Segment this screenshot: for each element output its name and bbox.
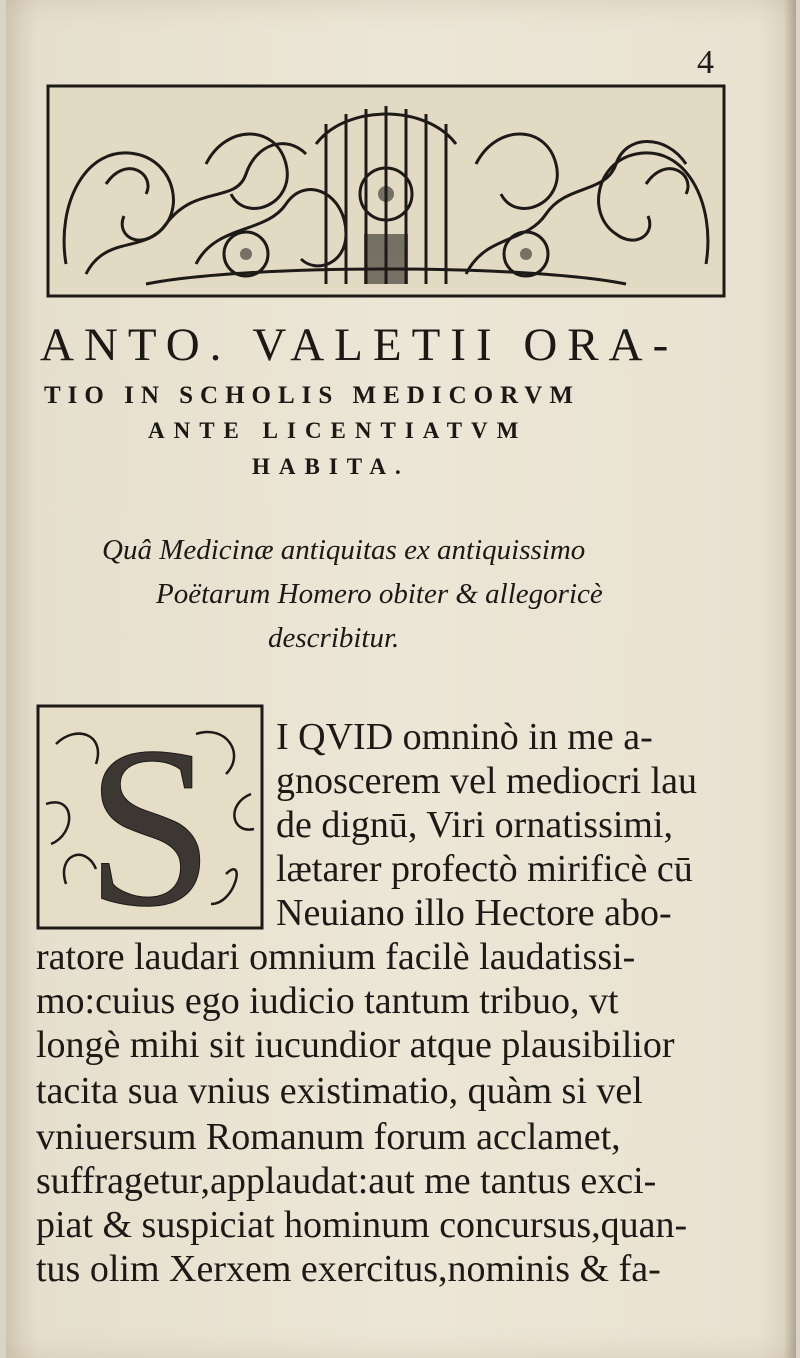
- subtitle-line-3: describitur.: [268, 622, 400, 654]
- initial-letter: S: [86, 704, 214, 930]
- title-line-1: ANTO. VALETII ORA-: [40, 319, 679, 371]
- body-line: tacita sua vnius existimatio, quàm si vel: [36, 1070, 643, 1112]
- title-line-3: ANTE LICENTIATVM: [148, 418, 528, 443]
- ornamental-headpiece: [46, 84, 726, 298]
- page-number: 4: [697, 44, 714, 81]
- subtitle-line-1: Quâ Medicinæ antiquitas ex antiquissimo: [102, 534, 586, 566]
- body-line: ratore laudari omnium facilè laudatissi-: [36, 936, 636, 978]
- book-page: [6, 0, 796, 1358]
- subtitle-line-2: Poëtarum Homero obiter & allegoricè: [156, 578, 603, 610]
- title-line-2: TIO IN SCHOLIS MEDICORVM: [44, 382, 580, 409]
- title-line-4: HABITA.: [252, 454, 410, 479]
- body-line: suffragetur,applaudat:aut me tantus exci-: [36, 1160, 657, 1202]
- decorated-initial-s: [36, 704, 264, 930]
- body-line: longè mihi sit iucundior atque plausibilior: [36, 1024, 675, 1066]
- body-line: Neuiano illo Hectore abo-: [276, 892, 672, 934]
- page-edge-shadow: [784, 0, 796, 1358]
- body-line: de dignū, Viri ornatissimi,: [276, 804, 674, 846]
- body-line: vniuersum Romanum forum acclamet,: [36, 1116, 621, 1158]
- body-line: gnoscerem vel mediocri lau: [276, 760, 698, 802]
- body-line: I QVID omninò in me a-: [276, 716, 653, 758]
- body-line: piat & suspiciat hominum concursus,quan-: [36, 1204, 688, 1246]
- body-line: tus olim Xerxem exercitus,nominis & fa-: [36, 1248, 661, 1290]
- body-line: mo:cuius ego iudicio tantum tribuo, vt: [36, 980, 619, 1022]
- body-line: lætarer profectò mirificè cū: [276, 848, 693, 890]
